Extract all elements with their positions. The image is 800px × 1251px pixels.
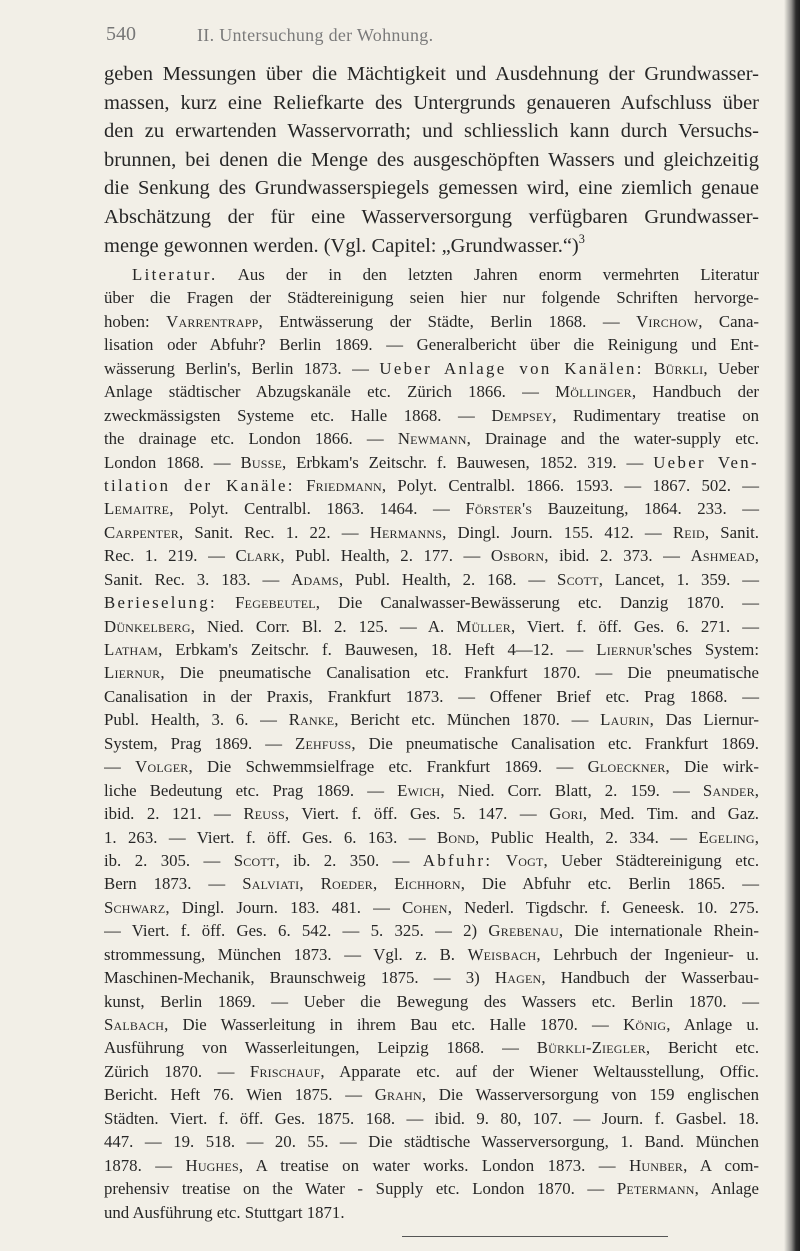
literature-line [104, 451, 760, 474]
text-run: , Entwässerung der Städte, Berlin 1868. — [258, 311, 637, 331]
text-run: , Anlage u. [666, 1015, 759, 1034]
text-run: ibid. 2. 121. — [104, 804, 244, 824]
literature-line [104, 474, 760, 497]
literature-line [104, 263, 760, 286]
author-name: Newmann [397, 429, 467, 449]
literature-line [104, 685, 760, 708]
text-run: Bern 1873. — [104, 874, 243, 894]
text-run: , ibid. 2. 373. — [544, 546, 691, 566]
text-run: , Dingl. Journ. 183. 481. — [165, 897, 403, 917]
literature-section [104, 263, 760, 1224]
text-run: , [754, 827, 759, 847]
author-name: Liernur [104, 663, 161, 683]
literature-line [104, 919, 760, 942]
text-run: , [372, 874, 395, 894]
literature-line [104, 404, 760, 427]
text-run: , Die internationale Rhein- [558, 921, 759, 941]
text-run: Ausführung von Wasserleitungen, Leipzig 1868. — [104, 1038, 537, 1058]
literature-line [104, 849, 760, 872]
text-run: Städten. Viert. f. öff. Ges. 1875. 168. — ibid. 9. 80, 107. — Journ. f. Gasbel. 18. [104, 1108, 759, 1128]
text-run: System, Prag 1869. — [104, 733, 296, 753]
literature-line [104, 990, 760, 1013]
literature-line-text [104, 708, 759, 731]
author-name: Liernur [596, 640, 653, 659]
literature-line-text [104, 638, 759, 661]
author-name: Grahn [374, 1085, 422, 1105]
section-keyword: Abfuhr: [422, 850, 493, 870]
text-run: Zürich 1870. — [104, 1061, 250, 1081]
text-run: Bauzeitung, 1864. 233. — [532, 499, 759, 519]
literature-line [104, 872, 760, 895]
author-name: Salbach [104, 1015, 165, 1034]
literature-line-text [104, 732, 759, 755]
author-name: Varrentrapp [166, 311, 259, 331]
text-run: , Erbkam's Zeitschr. f. Bauwesen, 1852. 319. — [282, 452, 654, 472]
author-name: Grebenau [488, 921, 559, 941]
text-run: , Bericht etc. München 1870. — [334, 710, 601, 730]
literature-line-text [104, 310, 759, 333]
body-line [104, 117, 760, 146]
author-name: Gloeckner [587, 757, 666, 777]
text-run: , Die wirk- [665, 757, 759, 777]
literature-line [104, 1107, 760, 1130]
literature-line [104, 1154, 760, 1177]
literature-line [104, 427, 760, 450]
body-line [104, 146, 760, 175]
literature-line [104, 310, 760, 333]
text-run: 1878. — [104, 1155, 186, 1175]
text-run: , Ueber Städtereinigung etc. [543, 850, 760, 870]
text-run: geben Messungen über die Mächtigkeit und Ausdehnung der Grundwasser- [104, 63, 759, 85]
text-run: , Cana- [698, 311, 759, 331]
text-run: , Bericht etc. [645, 1038, 760, 1058]
literature-line [104, 966, 760, 989]
literature-line-text [104, 357, 759, 380]
author-name: Vogt [505, 850, 544, 870]
author-name: Dünkelberg [104, 616, 191, 636]
literature-line-text [104, 615, 759, 638]
text-run: London 1868. — [104, 452, 241, 472]
section-keyword: Literatur. [132, 265, 218, 284]
text-run: menge gewonnen werden. (Vgl. Capitel: „Grundwasser.“) [104, 234, 579, 257]
author-name: Scott [233, 850, 276, 870]
text-run [644, 359, 654, 378]
literature-line [104, 826, 760, 849]
page-number: 540 [106, 23, 136, 45]
text-run: wässerung Berlin's, Berlin 1873. — [104, 358, 380, 378]
author-name: Weisbach [467, 944, 537, 964]
author-name: Förster's [465, 499, 533, 519]
text-run: massen, kurz eine Reliefkarte des Untergrunds genaueren Aufschluss über [104, 91, 759, 114]
literature-line-text [104, 591, 759, 614]
author-name: Müller [456, 616, 511, 636]
author-name: Reuss [243, 804, 285, 824]
running-head: II. Untersuchung der Wohnung. [197, 25, 434, 45]
author-name: Busse [240, 452, 282, 472]
body-line-text [104, 146, 759, 175]
body-line [104, 60, 760, 89]
text-run: kunst, Berlin 1869. — Ueber die Bewegung des Wassers etc. Berlin 1870. — [104, 991, 759, 1011]
body-line [104, 203, 760, 232]
bottom-rule [402, 1236, 668, 1237]
author-name: Latham [104, 640, 159, 659]
text-run: , Nied. Corr. Bl. 2. 125. — A. [190, 616, 457, 636]
author-name: Adams [291, 569, 339, 589]
literature-line-text [104, 544, 759, 567]
text-run: , Nederl. Tigdschr. f. Geneesk. 10. 275. [447, 897, 759, 917]
body-line-text [104, 174, 759, 203]
author-name: Frischauf [249, 1061, 321, 1081]
literature-line-text [104, 849, 759, 872]
section-keyword: Berieselung: [104, 593, 218, 613]
author-name: Bürkli-Ziegler [536, 1038, 646, 1058]
literature-line-text [104, 474, 759, 497]
body-line-text [104, 60, 759, 89]
literature-line-text [104, 1036, 759, 1059]
literature-line-text [104, 380, 759, 403]
literature-line-text [104, 943, 759, 966]
literature-line-text [104, 1083, 759, 1106]
literature-line-text [104, 1060, 759, 1083]
text-run: hoben: [104, 311, 167, 331]
literature-line [104, 497, 760, 520]
literature-line [104, 544, 760, 567]
literature-line [104, 896, 760, 919]
literature-line-text [104, 872, 759, 895]
literature-line-text [104, 1013, 759, 1036]
text-run: , ib. 2. 350. — [275, 850, 423, 870]
text-run: , Handbuch der Wasserbau- [541, 968, 759, 988]
literature-line-text [104, 1154, 759, 1177]
literature-line [104, 755, 760, 778]
section-keyword: Ueber Ven- [653, 452, 759, 472]
author-name: Hermanns [369, 522, 443, 542]
author-name: Osborn [490, 546, 545, 566]
author-name: Scott [557, 569, 599, 589]
text-run: , [754, 546, 759, 566]
author-name: Dempsey [491, 405, 553, 425]
text-run: und Ausführung etc. Stuttgart 1871. [104, 1202, 345, 1222]
author-name: Bürkli [654, 358, 704, 378]
text-run: , A treatise on water works. London 1873. — [238, 1155, 630, 1175]
literature-line [104, 708, 760, 731]
text-run [492, 851, 505, 870]
text-run: , Viert. f. öff. Ges. 6. 271. — [511, 616, 760, 636]
literature-line [104, 286, 760, 309]
text-run: , Die pneumatische Canalisation etc. Frankfurt 1870. — Die pneumatische [160, 663, 759, 683]
text-run: strommessung, München 1873. — Vgl. z. B. [104, 944, 468, 964]
literature-line-text [104, 919, 759, 942]
text-run: , Publ. Health, 2. 168. — [338, 569, 558, 589]
author-name: Reid [672, 522, 705, 542]
body-line [104, 174, 760, 203]
author-name: Bond [436, 827, 475, 847]
text-run: — [104, 757, 136, 777]
text-run: Rec. 1. 219. — [104, 546, 236, 566]
text-run: Abschätzung der für eine Wasserversorgung verfügbaren Grundwasser- [104, 205, 759, 228]
text-run: , Handbuch der [631, 382, 759, 402]
literature-line [104, 1036, 760, 1059]
author-name: Laurin [600, 710, 650, 730]
text-run: , Lancet, 1. 359. — [598, 569, 759, 589]
author-name: Zehfuss [295, 733, 352, 753]
text-run: , Drainage and the water-supply etc. [466, 429, 759, 449]
body-line-text [104, 117, 759, 146]
body-line [104, 232, 760, 261]
author-name: Gori [549, 804, 583, 824]
text-run: Sanit. Rec. 3. 183. — [104, 569, 292, 589]
text-run: , Dingl. Journ. 155. 412. — [442, 522, 673, 542]
text-run: , Die Wasserversorgung von 159 englischen [421, 1085, 759, 1105]
author-name: Hagen [494, 968, 542, 988]
literature-line-text [104, 451, 759, 474]
literature-line-text [104, 497, 759, 520]
literature-line-text [104, 966, 759, 989]
text-run: liche Bedeutung etc. Prag 1869. — [104, 780, 398, 800]
text-run: Anlage städtischer Abzugskanäle etc. Zürich 1866. — [104, 382, 556, 402]
literature-line-text [132, 263, 759, 286]
text-run: , Public Health, 2. 334. — [474, 827, 699, 847]
text-run: , Erbkam's Zeitschr. f. Bauwesen, 18. Heft 4—12. — [158, 640, 597, 659]
literature-line-text [104, 568, 759, 591]
text-run: , Apparate etc. auf der Wiener Weltausstellung, Offic. [320, 1061, 759, 1081]
literature-line [104, 591, 760, 614]
literature-line [104, 568, 760, 591]
literature-line [104, 380, 760, 403]
text-run: brunnen, bei denen die Menge des ausgeschöpften Wassers und gleichzeitig [104, 148, 759, 171]
literature-line [104, 732, 760, 755]
text-run: Publ. Health, 3. 6. — [104, 710, 289, 730]
author-name: Egeling [698, 827, 755, 847]
text-run: , Sanit. [704, 522, 759, 542]
author-name: Carpenter [104, 522, 179, 542]
text-run: , Die Wasserleitung in ihrem Bau etc. Halle 1870. — [164, 1015, 624, 1034]
author-name: Virchow [636, 311, 699, 331]
literature-line [104, 1083, 760, 1106]
author-name: Volger [135, 757, 189, 777]
text-run: Maschinen-Mechanik, Braunschweig 1875. — 3) [104, 968, 495, 988]
literature-line-text [104, 286, 759, 309]
text-run: prehensiv treatise on the Water - Supply etc. London 1870. — [104, 1179, 617, 1199]
literature-line [104, 1201, 760, 1224]
literature-line [104, 943, 760, 966]
literature-line-text [104, 990, 759, 1013]
literature-line-text [104, 685, 759, 708]
literature-line [104, 1060, 760, 1083]
text-run: Bericht. Heft 76. Wien 1875. — [104, 1085, 375, 1105]
text-run: Aus der in den letzten Jahren enorm vermehrten Literatur [217, 265, 759, 284]
literature-line-text [104, 896, 759, 919]
text-run: zweckmässigsten Systeme etc. Halle 1868. — [104, 405, 492, 425]
text-run: , Ueber [703, 358, 759, 378]
section-keyword: tilation der Kanäle: [104, 475, 295, 495]
author-name: Eichhorn [394, 874, 461, 894]
text-run: über die Fragen der Städtereinigung seien hier nur folgende Schriften hervorge- [104, 288, 759, 308]
text-run: , Die Schwemmsielfrage etc. Frankfurt 1869. — [188, 757, 588, 777]
literature-line [104, 779, 760, 802]
literature-line-text [104, 1130, 759, 1153]
text-run: , Rudimentary treatise on [552, 405, 759, 425]
text-run: , Sanit. Rec. 1. 22. — [179, 522, 370, 542]
text-run: , Das Liernur- [649, 710, 760, 730]
text-run: — Viert. f. öff. Ges. 6. 542. — 5. 325. — 2) [104, 921, 489, 941]
body-line-text [104, 89, 759, 118]
literature-line [104, 638, 760, 661]
author-name: Ewich [397, 780, 441, 800]
page-edge-shadow [784, 0, 800, 1251]
body-paragraph [104, 60, 760, 260]
body-line-text [104, 203, 759, 232]
text-run: , Anlage [694, 1179, 759, 1199]
author-name: Hughes [185, 1155, 239, 1175]
text-run: , Nied. Corr. Blatt, 2. 159. — [440, 780, 703, 800]
text-run: , Publ. Health, 2. 177. — [280, 546, 491, 566]
text-run: lisation oder Abfuhr? Berlin 1869. — Generalbericht über die Reinigung und Ent- [104, 335, 759, 355]
author-name: Salviati [242, 874, 300, 894]
literature-line-text [104, 333, 759, 356]
author-name: Lemaitre [104, 499, 170, 519]
literature-line [104, 357, 760, 380]
text-run: 'sches System: [652, 640, 759, 659]
text-run: den zu erwartenden Wasservorrath; und schliesslich kann durch Versuchs- [104, 120, 759, 143]
literature-line-text [104, 521, 759, 544]
text-run: , Polyt. Centralbl. 1863. 1464. — [169, 499, 466, 519]
literature-line [104, 802, 760, 825]
body-line [104, 89, 760, 118]
literature-line [104, 333, 760, 356]
text-run: , Die Canalwasser-Bewässerung etc. Danzig 1870. — [315, 593, 760, 613]
author-name: Möllinger [555, 382, 632, 402]
text-run [217, 593, 235, 612]
author-name: Roeder [320, 874, 373, 894]
literature-line [104, 1130, 760, 1153]
author-name: Cohen [402, 897, 448, 917]
text-run: Canalisation in der Praxis, Frankfurt 1873. — Offener Brief etc. Prag 1868. — [104, 686, 759, 706]
literature-line-text [104, 1201, 345, 1224]
author-name: Friedmann [306, 475, 382, 495]
author-name: König [623, 1015, 667, 1034]
author-name: Hunber [629, 1155, 684, 1175]
literature-line [104, 521, 760, 544]
text-run: , A com- [683, 1155, 759, 1175]
literature-line-text [104, 826, 759, 849]
text-run: , Viert. f. öff. Ges. 5. 147. — [284, 804, 550, 824]
author-name: Ashmead [690, 546, 755, 566]
footnote-marker: 3 [578, 231, 585, 246]
author-name: Clark [235, 546, 281, 566]
text-run: , [299, 874, 321, 894]
text-run: , [754, 780, 759, 800]
literature-line [104, 661, 760, 684]
author-name: Ranke [288, 710, 335, 730]
text-run: the drainage etc. London 1866. — [104, 429, 398, 449]
text-run: , Die pneumatische Canalisation etc. Frankfurt 1869. [351, 733, 759, 753]
author-name: Sander [702, 780, 755, 800]
text-run: , Lehrbuch der Ingenieur- u. [536, 944, 759, 964]
author-name: Schwarz [104, 897, 166, 917]
literature-line-text [104, 1177, 759, 1200]
text-run: die Senkung des Grundwasserspiegels gemessen wird, eine ziemlich genaue [104, 177, 759, 200]
text-run: 447. — 19. 518. — 20. 55. — Die städtische Wasserversorgung, 1. Band. München [104, 1132, 759, 1152]
literature-line-text [104, 802, 759, 825]
literature-line-text [104, 779, 759, 802]
author-name: Fegebeutel [235, 593, 316, 613]
literature-line-text [104, 755, 759, 778]
section-keyword: Ueber Anlage von Kanälen: [379, 358, 644, 378]
text-run [295, 476, 306, 495]
text-run: , Die Abfuhr etc. Berlin 1865. — [460, 874, 760, 894]
text-run: ib. 2. 305. — [104, 850, 234, 870]
literature-line-text [104, 427, 759, 450]
literature-line-text [104, 1107, 759, 1130]
author-name: Petermann [616, 1179, 695, 1199]
text-run: , Polyt. Centralbl. 1866. 1593. — 1867. 502. — [381, 475, 759, 495]
text-run: , Med. Tim. and Gaz. [582, 804, 759, 824]
body-line-text [104, 232, 585, 261]
literature-line [104, 1177, 760, 1200]
literature-line [104, 615, 760, 638]
literature-line-text [104, 661, 759, 684]
literature-line-text [104, 404, 759, 427]
literature-line [104, 1013, 760, 1036]
text-run: 1. 263. — Viert. f. öff. Ges. 6. 163. — [104, 827, 437, 847]
